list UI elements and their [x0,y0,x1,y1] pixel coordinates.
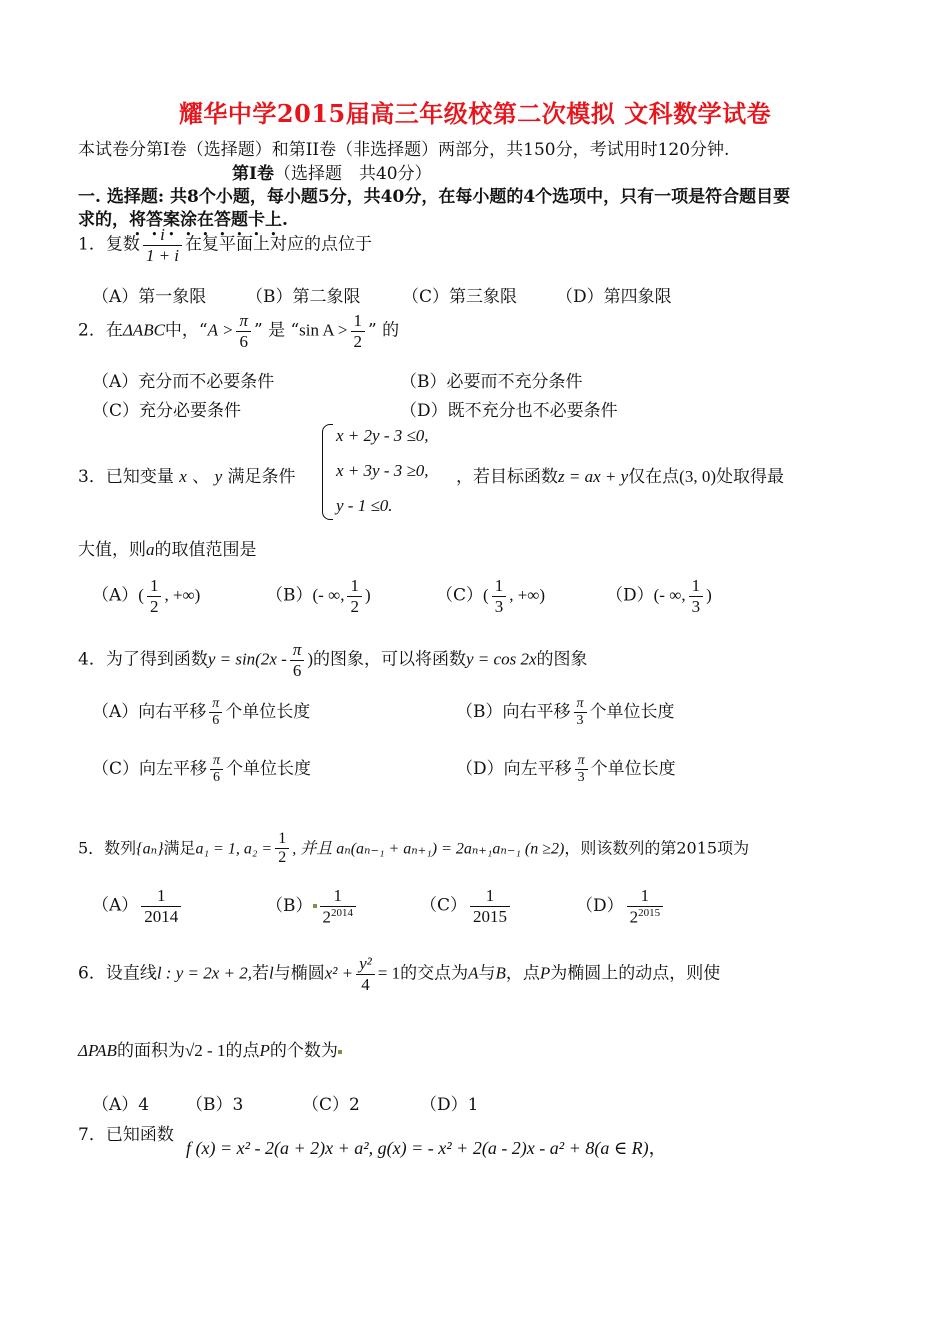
q5-opt-d-frac [627,886,664,927]
q5-opt-a-label: （A） [92,895,139,916]
q3-option-b[interactable] [266,576,371,616]
q3-line2 [78,535,257,560]
q6-tail: 为椭圆上的动点，则使 [550,963,721,984]
q3-after: ，若目标函数 [456,467,558,487]
part1-heading [232,159,432,184]
q6-ellipse-a: x² + [324,963,354,983]
q3-constraint-2: x + 3y - 3 ≥0, [336,461,429,480]
q5-recurrence: , 并且 aₙ(aₙ₋₁ + aₙ₊₁) = 2aₙ₊₁aₙ₋₁ (n ≥2) [292,840,565,858]
q5-opt-c-num: 1 [470,886,510,907]
q4-option-d[interactable] [456,753,676,786]
q3-x: x [179,467,187,486]
q3-opt-c-num: 1 [492,576,507,597]
q6-option-d[interactable]: （D）1 [420,1095,479,1115]
q1-option-c[interactable]: （C）第三象限 [402,287,518,307]
question-4 [78,640,588,680]
q5-seq: {aₙ} [136,840,164,858]
q4-opt-d-pre: （D）向左平移 [456,759,572,780]
section1-line2-end: . [282,210,288,230]
q4-option-b[interactable] [456,696,675,729]
part1-heading-desc: （选择题 共40分） [273,164,432,184]
q5-suffix: ，则该数列的第2015项为 [564,838,750,858]
q4-opt-d-den: 3 [577,770,585,786]
q3-opt-c-den: 3 [494,596,504,616]
exam-title: 耀华中学2015届高三年级校第二次模拟 文科数学试卷 [178,99,772,128]
q3-constraint-1: x + 2y - 3 ≤0, [336,426,429,445]
q3-opt-d-label: （D） [606,585,654,606]
q6-line2c: 的点 [225,1041,260,1061]
q7-functions: f (x) = x² - 2(a + 2)x + a², g(x) = - x² + 2(a - 2)x - a² + 8(a ∈ R) [186,1138,649,1158]
q6-ell-num: y² [356,954,375,975]
q6-mid2: 的交点为 [400,963,469,984]
question-7-prefix: 7．已知函数 [78,1125,174,1145]
q3-opt-b-frac [347,576,362,616]
q6-option-c[interactable]: （C）2 [302,1095,360,1115]
q3-a: a [146,540,155,559]
q3-constraint-3: y - 1 ≤0. [336,496,393,515]
q3-prefix: 3．已知变量 [78,467,174,487]
q5-opt-d-num: 1 [627,886,664,907]
q6-line-eq: l : y = 2x + 2, [156,963,252,983]
q4-opt-a-frac [209,696,222,729]
q3-opt-a-right: , +∞) [164,585,201,605]
q5-opt-a-den: 2014 [144,906,179,926]
q1-frac-den: 1 + i [145,245,180,265]
q2-option-d[interactable]: （D）既不充分也不必要条件 [400,401,618,421]
q4-opt-c-num: π [210,753,223,770]
q2-prefix: 2．在 [78,320,123,341]
q5-opt-b-den-base: 2 [322,907,331,927]
q4-opt-d-num: π [575,753,588,770]
part1-heading-label: 第I卷 [232,164,274,184]
q3-opt-b-label: （B） [266,585,313,606]
question-5 [78,830,749,868]
q3-objective: z = ax + y [558,467,629,486]
q6-mid3: ，点 [505,963,540,984]
q3-line2b: 的取值范围是 [154,540,257,560]
q3-objective-line [456,462,784,487]
q1-option-a[interactable]: （A）第一象限 [92,287,207,307]
q2-fraction-half [351,311,366,351]
q5-two: 2 [278,849,287,867]
q2-triangle: ΔABC [122,320,165,340]
q3-opt-c-frac [492,576,507,616]
q2-one: 1 [351,311,366,332]
q5-option-b[interactable] [266,886,359,927]
q3-opt-a-num: 1 [147,576,162,597]
q4-opt-a-post: 个单位长度 [225,702,311,723]
q1-prefix: 1．复数 [78,234,140,255]
question-6 [78,954,720,994]
q5-option-c[interactable] [420,886,513,926]
scan-mark-icon [313,904,317,908]
q4-opt-d-post: 个单位长度 [590,759,676,780]
q5-opt-b-label: （B） [266,895,313,916]
q4-opt-a-den: 6 [212,713,220,729]
q5-opt-b-num: 1 [320,886,357,907]
q4-six: 6 [292,660,302,680]
q3-opt-a-label: （A） [92,585,139,606]
q6-P: P [539,963,551,983]
q3-option-d[interactable] [606,576,712,616]
q5-prefix: 5．数列 [78,838,137,858]
q3-opt-b-den: 2 [350,596,359,616]
q2-option-b[interactable]: （B）必要而不充分条件 [400,372,583,392]
q2-fraction-pi6 [236,311,251,351]
q4-opt-b-frac [574,696,587,729]
q4-opt-b-den: 3 [576,713,584,729]
q3-opt-d-num: 1 [689,576,704,597]
q3-opt-d-left: (- ∞, [653,585,686,605]
q3-point: (3, 0) [679,467,716,486]
q2-cond-a: A > [207,320,234,340]
q6-option-b[interactable]: （B）3 [186,1095,244,1115]
q2-six: 6 [239,331,248,351]
q3-option-c[interactable] [436,576,545,616]
q2-option-c[interactable]: （C）充分必要条件 [92,401,242,421]
q4-func1b: ) [307,649,314,669]
q3-y: y [214,467,223,486]
q3-opt-c-right: , +∞) [509,585,546,605]
q5-option-a[interactable] [92,886,184,926]
q5-opt-b-den-exp: 2014 [331,906,353,919]
q5-one: 1 [275,830,289,849]
q3-opt-c-label: （C） [436,585,484,606]
q1-option-b[interactable]: （B）第二象限 [246,287,361,307]
q6-ell-den: 4 [361,974,370,994]
q1-option-d[interactable]: （D）第四象限 [556,287,672,307]
q3-tail1: 仅在点 [628,467,680,487]
q4-frac-pi6 [290,640,305,680]
q3-line2a: 大值，则 [78,540,146,560]
section1-line2-emphasis: 将答案涂在答题卡上 [129,210,282,230]
question-1 [78,225,372,265]
q5-frac-half [275,830,289,868]
question-3-intro [78,462,296,487]
q3-mid: 满足条件 [227,467,296,487]
q4-opt-c-post: 个单位长度 [226,759,312,780]
q5-opt-d-den-exp: 2015 [638,906,661,919]
q5-init: a₁ = 1, a₂ = [195,840,273,858]
q4-opt-c-pre: （C）向左平移 [92,759,208,780]
section1-instructions-line1: 一. 选择题: 共8个小题，每小题5分，共40分，在每小题的4个选项中，只有一项是符合题目要 [78,187,791,207]
q5-opt-d-den [627,907,664,927]
q4-opt-c-frac [210,753,223,786]
q5-mid: 满足 [163,838,196,858]
q4-opt-c-den: 6 [213,770,221,786]
q4-suffix: 的图象 [536,649,588,670]
q3-tail2: 处取得最 [715,467,784,487]
q3-opt-a-den: 2 [149,596,159,616]
q2-suffix: ” 的 [368,320,400,341]
q6-yu: 与 [478,963,496,984]
q3-opt-d-frac [689,576,704,616]
q5-opt-d-den-base: 2 [629,907,639,927]
q1-suffix: 在复平面上对应的点位于 [185,234,373,255]
q6-B: B [495,963,506,983]
q3-opt-b-right: ) [364,585,371,605]
q3-opt-b-left: (- ∞, [312,585,345,605]
q6-triangle: ΔPAB [78,1041,117,1060]
q5-opt-b-den [320,907,357,927]
q5-opt-d-label: （D） [576,895,624,916]
q4-pi: π [290,640,305,661]
q3-sep: 、 [192,467,210,487]
q6-ellipse-frac [356,954,375,994]
q6-ruo: 若 [252,963,269,984]
q3-option-a[interactable] [92,576,200,616]
q5-opt-c-label: （C） [420,895,468,916]
q2-option-a[interactable]: （A）充分而不必要条件 [92,372,275,392]
q7-comma: ， [648,1138,667,1159]
q3-opt-c-left: ( [483,585,489,605]
q4-prefix: 4．为了得到函数 [78,649,208,670]
q5-opt-b-frac [320,886,357,927]
q5-option-d[interactable] [576,886,666,927]
q6-l: l [269,963,274,983]
exam-intro: 本试卷分第I卷（选择题）和第II卷（非选择题）两部分，共150分，考试用时120分钟. [78,140,730,160]
q4-option-c[interactable] [92,753,311,786]
q3-opt-a-frac [147,576,162,616]
q4-mid: 的图象，可以将函数 [313,649,467,670]
q4-opt-a-pre: （A）向右平移 [92,702,207,723]
q3-opt-a-left: ( [138,585,144,605]
q6-mid1: 与椭圆 [273,963,325,984]
q2-sin-a: sin A > [299,320,348,340]
q1-fraction [143,225,182,265]
q4-opt-d-frac [575,753,588,786]
q5-opt-a-num: 1 [141,886,181,907]
q4-opt-b-post: 个单位长度 [589,702,675,723]
q4-option-a[interactable] [92,696,310,729]
q1-frac-num: i [143,225,182,246]
q6-prefix: 6．设直线 [78,963,157,984]
q6-line2d: 的个数为 [269,1041,338,1061]
q4-opt-a-num: π [209,696,222,713]
question-7-functions [186,1134,667,1160]
q3-opt-d-right: ) [706,585,712,605]
q4-func1a: y = sin(2x - [207,649,287,669]
q2-mid2: ” 是 “ [253,320,300,341]
section1-line2-start: 求的， [78,210,129,230]
q6-A: A [468,963,479,983]
q6-line2b: 的面积为 [116,1041,185,1061]
q2-two: 2 [353,331,362,351]
q6-area: √2 - 1 [184,1041,226,1060]
q5-opt-a-frac [141,886,181,926]
scan-mark-icon [338,1050,342,1054]
q3-opt-d-den: 3 [691,596,701,616]
q3-opt-b-num: 1 [347,576,362,597]
q4-opt-b-num: π [574,696,587,713]
q4-opt-b-pre: （B）向右平移 [456,702,571,723]
q3-system-brace [322,424,333,520]
q5-opt-c-den: 2015 [473,906,508,926]
q6-line2 [78,1036,342,1061]
q6-ellipse-b: = 1 [377,963,401,983]
q2-pi: π [236,311,251,332]
q4-func2: y = cos 2x [466,649,537,669]
q2-mid1: 中，“ [164,320,208,341]
q6-option-a[interactable]: （A）4 [92,1095,150,1115]
question-2 [78,311,399,351]
q6-P2: P [259,1041,270,1060]
q5-opt-c-frac [470,886,510,926]
